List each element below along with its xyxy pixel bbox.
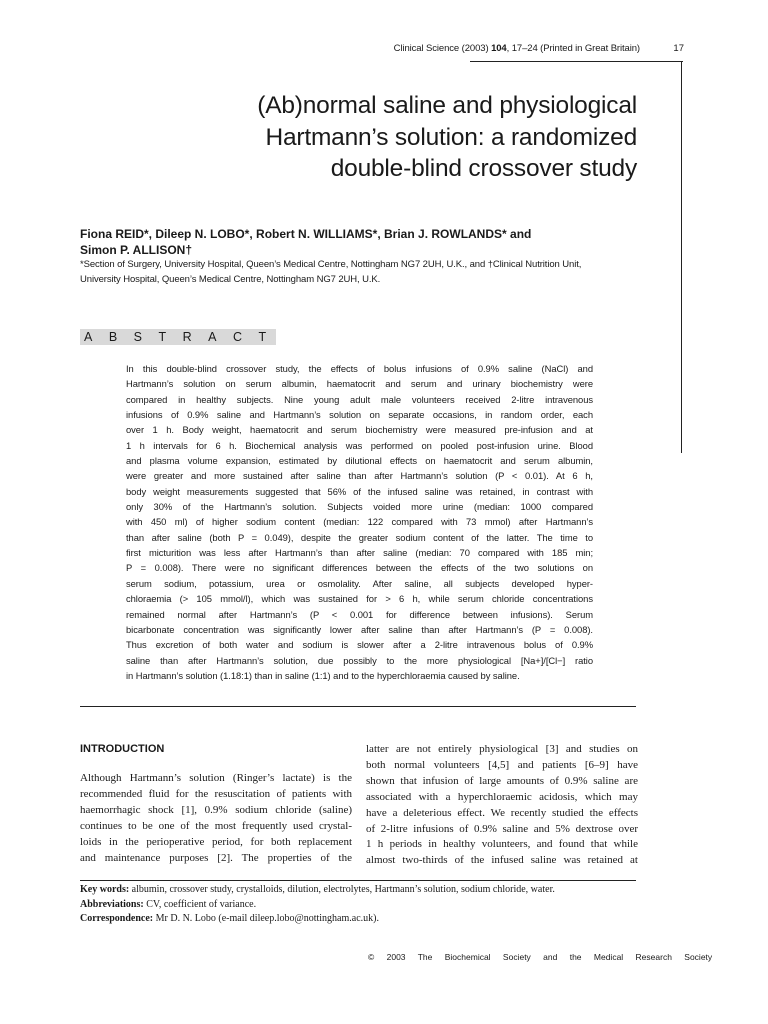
abstract-line: serum sodium, potassium, urea or osmolality. After saline, all subjects developed hyper-: [126, 577, 593, 589]
abstract-line: In this double-blind crossover study, the effects of bolus infusions of 0.9% saline (NaCl) and: [126, 363, 593, 374]
title-line-2: Hartmann’s solution: a randomized: [265, 123, 637, 151]
intro-left-line: recommended fluid for the resuscitation of patients with: [80, 787, 352, 800]
abbreviations-text: CV, coefficient of variance.: [143, 898, 257, 910]
intro-right-line: associated with a hyperchloraemic acidosis, which may: [366, 790, 638, 803]
abstract-body: [126, 361, 593, 683]
keywords-label: Key words:: [80, 884, 130, 895]
intro-right-line: have a deleterious effect. We recently studied the effects: [366, 806, 638, 819]
abstract-line: than after saline (both P = 0.049), despite the greater sodium content of the latter. The time to: [126, 531, 593, 543]
journal-volume: 104: [491, 43, 507, 54]
abstract-line: compared in healthy subjects. Nine young adult male volunteers received 2-litre intravenous: [126, 393, 593, 405]
article-metadata: [80, 883, 640, 927]
introduction-left-column: [80, 771, 352, 866]
abstract-separator: [80, 706, 636, 707]
intro-right-line: of 2-litre infusions of 0.9% saline and 5% dextrose over: [366, 822, 638, 835]
abstract-line: chloraemia (> 105 mmol/l), which was sustained for > 6 h, while serum chloride concentrations: [126, 593, 593, 605]
abstract-line: were greater and more sustained after saline than after Hartmann’s solution (P < 0.01). At 6 h,: [126, 470, 593, 482]
intro-right-line: both normal volunteers [4,5] and patients [6–9] have: [366, 758, 638, 771]
correspondence-text: Mr D. N. Lobo (e-mail dileep.lobo@nottingham.ac.uk).: [153, 913, 379, 924]
abstract-line: and plasma volume expansion, estimated by dilutional effects on haematocrit and serum albumin,: [126, 455, 593, 467]
intro-right-line: almost two-thirds of the infused saline was retained at: [366, 854, 638, 867]
intro-left-line: Although Hartmann’s solution (Ringer’s lactate) is the: [80, 772, 352, 784]
abstract-line: 1 h intervals for 6 h. Biochemical analysis was performed on pooled post-infusion urine. Blood: [126, 439, 593, 451]
intro-right-line: shown that infusion of large amounts of 0.9% saline are: [366, 774, 638, 787]
margin-rule: [681, 61, 682, 453]
affiliations: [80, 257, 640, 287]
abstract-line: only 30% of the Hartmann’s solution. Subjects voided more urine (median: 1000 compared: [126, 501, 593, 513]
authors-line-2: Simon P. ALLISON†: [80, 243, 193, 257]
header-rule: [470, 61, 683, 62]
correspondence-label: Correspondence:: [80, 913, 154, 924]
article-title: [200, 90, 637, 185]
footer-separator: [80, 880, 636, 881]
abstract-line: with 450 ml) of higher sodium content (median: 122 compared with 73 mmol) after Hartmann’s: [126, 516, 593, 528]
intro-right-line: latter are not entirely physiological [3] and studies on: [366, 743, 638, 755]
intro-left-line: haemorrhagic shock [1], 0.9% sodium chloride (saline): [80, 803, 352, 816]
introduction-heading: INTRODUCTION: [80, 743, 165, 755]
affiliation-line-1: *Section of Surgery, University Hospital, Queen’s Medical Centre, Nottingham NG7 2UH, U.K., and †Clinical Nutrition Unit,: [80, 259, 582, 270]
abstract-line: P = 0.008). There were no significant differences between the effects of the two solutions on: [126, 562, 593, 574]
abstract-line: saline than after Hartmann’s solution, due possibly to the more physiological [Na+]/[Cl−] ratio: [126, 654, 593, 666]
abstract-line: Thus excretion of both water and sodium is slower after a 2-litre intravenous bolus of 0.9%: [126, 639, 593, 651]
page-number: 17: [673, 43, 684, 54]
introduction-right-column: [366, 742, 638, 869]
abstract-heading: ABSTRACT: [84, 330, 283, 344]
abstract-line: remained normal after Hartmann’s (P < 0.001 for difference between infusions). Serum: [126, 608, 593, 620]
running-head: [300, 43, 640, 54]
intro-left-line: continues to be one of the most frequently used crystal-: [80, 819, 352, 832]
title-line-1: (Ab)normal saline and physiological: [257, 92, 637, 119]
abstract-line: body weight measurements suggested that 56% of the infused saline was retained, in contrast with: [126, 485, 593, 497]
title-line-3: double-blind crossover study: [330, 155, 637, 182]
abstract-line: in Hartmann’s solution (1.18:1) than in saline (1:1) and to the hyperchloraemia caused by saline.: [126, 669, 520, 681]
author-list: [80, 226, 640, 258]
abstract-line: Hartmann’s solution on serum albumin, haematocrit and serum and urinary biochemistry were: [126, 378, 593, 390]
journal-pages: , 17–24 (Printed in Great Britain): [506, 43, 640, 54]
affiliation-line-2: University Hospital, Queen’s Medical Centre, Nottingham NG7 2UH, U.K.: [80, 274, 381, 285]
copyright-notice: © 2003 The Biochemical Society and the Medical Research Society: [368, 952, 713, 962]
keywords: [80, 883, 640, 898]
abstract-line: infusions of 0.9% saline and Hartmann’s solution on separate occasions, in random order, each: [126, 409, 593, 421]
abstract-line: over 1 h. Body weight, haematocrit and serum biochemistry were measured pre-infusion and at: [126, 424, 593, 436]
keywords-text: albumin, crossover study, crystalloids, dilution, electrolytes, Hartmann’s solution, sodium chloride, water.: [129, 884, 555, 895]
journal-name: Clinical Science (2003): [393, 43, 489, 54]
intro-left-line: loids in the perioperative period, for both replacement: [80, 835, 352, 848]
intro-left-line: and maintenance purposes [2]. The properties of the: [80, 851, 352, 864]
correspondence: [80, 912, 640, 927]
intro-right-line: 1 h periods in healthy volunteers, and found that while: [366, 838, 638, 851]
abstract-line: first micturition was less after Hartmann’s than after saline (median: 70 compared with 185 min;: [126, 547, 593, 559]
authors-line-1: Fiona REID*, Dileep N. LOBO*, Robert N. WILLIAMS*, Brian J. ROWLANDS* and: [80, 227, 532, 241]
abstract-line: bicarbonate concentration was significantly lower after saline than after Hartmann’s (P = 0.008).: [126, 623, 593, 635]
abbreviations-label: Abbreviations:: [80, 898, 144, 910]
abbreviations: [80, 898, 640, 913]
